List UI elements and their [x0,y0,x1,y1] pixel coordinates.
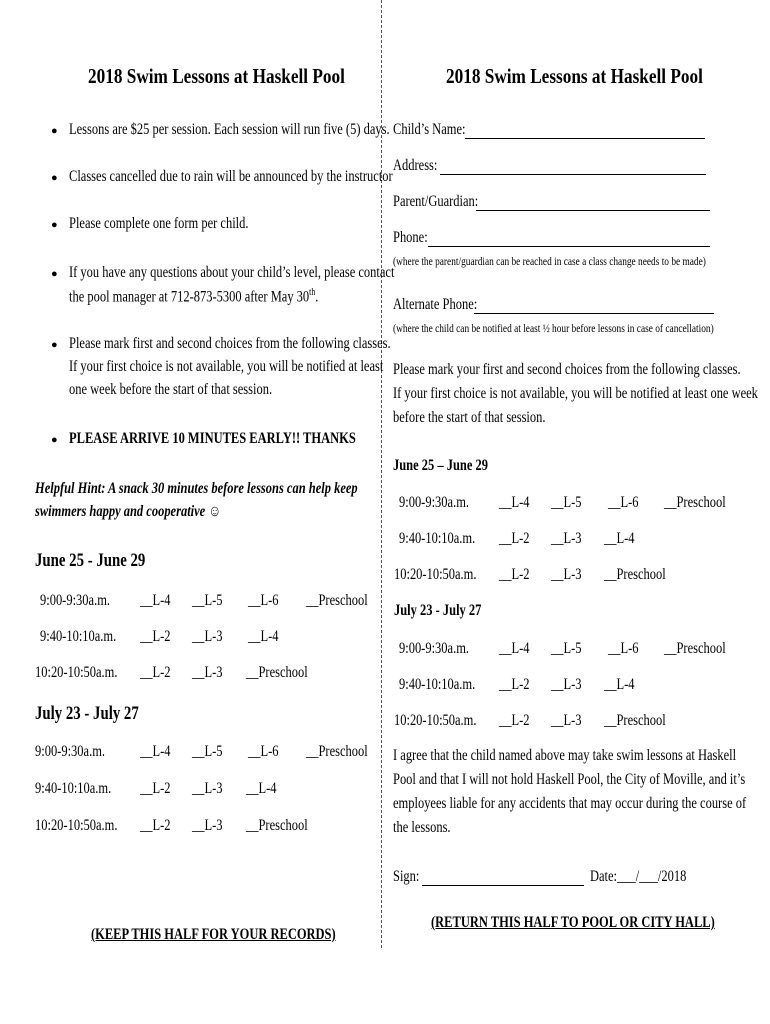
left-title: 2018 Swim Lessons at Haskell Pool [88,64,345,88]
left-s2-opt[interactable]: __L-2 [140,817,171,834]
left-bullet-choices-1: Please mark first and second choices from the following classes. [69,335,391,352]
helpful-hint-2: swimmers happy and cooperative ☺ [35,503,222,520]
left-s2-opt[interactable]: __L-3 [192,817,223,834]
right-instructions-1: Please mark your first and second choices from the following classes. [393,361,741,378]
bullet-icon: ● [51,125,58,137]
right-instructions-3: before the start of that session. [393,409,546,426]
bullet-icon: ● [51,434,58,446]
left-s1-opt[interactable]: __L-3 [192,628,223,645]
alt-phone-field[interactable] [474,313,714,314]
right-s1-opt[interactable]: __Preschool [664,494,726,511]
left-bullet-rain: Classes cancelled due to rain will be announced by the instructor [69,168,393,185]
left-footer: (KEEP THIS HALF FOR YOUR RECORDS) [91,926,336,943]
right-s2-opt[interactable]: __L-4 [499,640,530,657]
agreement-1: I agree that the child named above may take swim lessons at Haskell [393,747,737,764]
left-s1-time: 9:00-9:30a.m. [40,592,111,609]
right-s1-time: 9:40-10:10a.m. [399,530,476,547]
left-s2-time: 9:00-9:30a.m. [35,743,106,760]
child-name-label: Child’s Name: [393,121,466,138]
left-bullet-questions-1: If you have any questions about your child’s level, please contact [69,264,395,281]
left-bullet-questions-2: the pool manager at 712-873-5300 after May 30th. [69,287,319,306]
child-name-field[interactable] [465,138,705,139]
right-s2-opt[interactable]: __L-4 [604,676,635,693]
left-s2-opt[interactable]: __Preschool [306,743,368,760]
right-s1-opt[interactable]: __L-4 [499,494,530,511]
left-session1-heading: June 25 - June 29 [35,550,146,571]
signature-field[interactable] [422,885,584,886]
left-s2-opt[interactable]: __L-5 [192,743,223,760]
left-s1-time: 10:20-10:50a.m. [35,664,118,681]
right-session1-heading: June 25 – June 29 [393,457,489,474]
left-s1-opt[interactable]: __L-2 [140,628,171,645]
right-s2-opt[interactable]: __L-3 [551,676,582,693]
right-session2-heading: July 23 - July 27 [394,602,482,619]
left-s1-opt[interactable]: __Preschool [306,592,368,609]
right-s1-opt[interactable]: __L-6 [608,494,639,511]
bullet-icon: ● [51,172,58,184]
right-s2-time: 9:40-10:10a.m. [399,676,476,693]
parent-field[interactable] [476,210,710,211]
left-s2-opt[interactable]: __L-6 [248,743,279,760]
left-s1-opt[interactable]: __L-2 [140,664,171,681]
agreement-3: employees liable for any accidents that may occur during the course of [393,795,747,812]
right-s2-time: 9:00-9:30a.m. [399,640,470,657]
left-bullet-form: Please complete one form per child. [69,215,249,232]
left-s2-opt[interactable]: __L-3 [192,780,223,797]
right-s2-opt[interactable]: __Preschool [664,640,726,657]
phone-label: Phone: [393,229,428,246]
phone-note: (where the parent/guardian can be reached in case a class change needs to be made) [393,254,706,268]
left-bullet-arrive: PLEASE ARRIVE 10 MINUTES EARLY!! THANKS [69,430,356,447]
left-session2-heading: July 23 - July 27 [35,703,139,724]
left-s1-opt[interactable]: __L-3 [192,664,223,681]
bullet-icon: ● [51,219,58,231]
left-bullet-fee: Lessons are $25 per session. Each session will run five (5) days. [69,121,390,138]
alt-phone-label: Alternate Phone: [393,296,478,313]
date-label: Date: [590,868,618,885]
phone-field[interactable] [428,246,710,247]
left-s1-opt[interactable]: __L-5 [192,592,223,609]
left-s1-opt[interactable]: __L-6 [248,592,279,609]
right-title: 2018 Swim Lessons at Haskell Pool [446,64,703,88]
right-s2-time: 10:20-10:50a.m. [394,712,477,729]
right-s2-opt[interactable]: __L-2 [499,712,530,729]
left-s2-time: 9:40-10:10a.m. [35,780,112,797]
right-s1-opt[interactable]: __L-5 [551,494,582,511]
cut-line [381,0,382,948]
right-s2-opt[interactable]: __Preschool [604,712,666,729]
right-s1-opt[interactable]: __L-3 [551,530,582,547]
bullet-icon: ● [51,268,58,280]
left-s1-opt[interactable]: __L-4 [140,592,171,609]
right-s1-opt[interactable]: __L-4 [604,530,635,547]
left-s2-opt[interactable]: __L-4 [140,743,171,760]
right-s1-time: 9:00-9:30a.m. [399,494,470,511]
agreement-2: Pool and that I will not hold Haskell Pool, the City of Moville, and it’s [393,771,746,788]
address-field[interactable] [440,174,706,175]
left-s1-opt[interactable]: __Preschool [246,664,308,681]
right-s1-time: 10:20-10:50a.m. [394,566,477,583]
right-s1-opt[interactable]: __L-2 [499,566,530,583]
address-label: Address: [393,157,438,174]
agreement-4: the lessons. [393,819,451,836]
right-s1-opt[interactable]: __L-2 [499,530,530,547]
sign-label: Sign: [393,868,420,885]
left-s1-opt[interactable]: __L-4 [248,628,279,645]
parent-label: Parent/Guardian: [393,193,479,210]
left-s2-time: 10:20-10:50a.m. [35,817,118,834]
left-s2-opt[interactable]: __L-4 [246,780,277,797]
alt-phone-note: (where the child can be notified at least ½ hour before lessons in case of cancellation) [393,321,714,335]
helpful-hint-1: Helpful Hint: A snack 30 minutes before lessons can help keep [35,480,358,497]
left-s2-opt[interactable]: __L-2 [140,780,171,797]
left-s2-opt[interactable]: __Preschool [246,817,308,834]
right-s2-opt[interactable]: __L-3 [551,712,582,729]
right-footer: (RETURN THIS HALF TO POOL OR CITY HALL) [431,914,715,931]
left-bullet-choices-2: If your first choice is not available, you will be notified at least [69,358,384,375]
right-s2-opt[interactable]: __L-2 [499,676,530,693]
right-s2-opt[interactable]: __L-6 [608,640,639,657]
right-instructions-2: If your first choice is not available, you will be notified at least one week [393,385,758,402]
date-field[interactable]: ___/___/2018 [617,868,687,885]
bullet-icon: ● [51,339,58,351]
right-s1-opt[interactable]: __L-3 [551,566,582,583]
right-s1-opt[interactable]: __Preschool [604,566,666,583]
left-s1-time: 9:40-10:10a.m. [40,628,117,645]
left-bullet-choices-3: one week before the start of that session. [69,381,273,398]
right-s2-opt[interactable]: __L-5 [551,640,582,657]
